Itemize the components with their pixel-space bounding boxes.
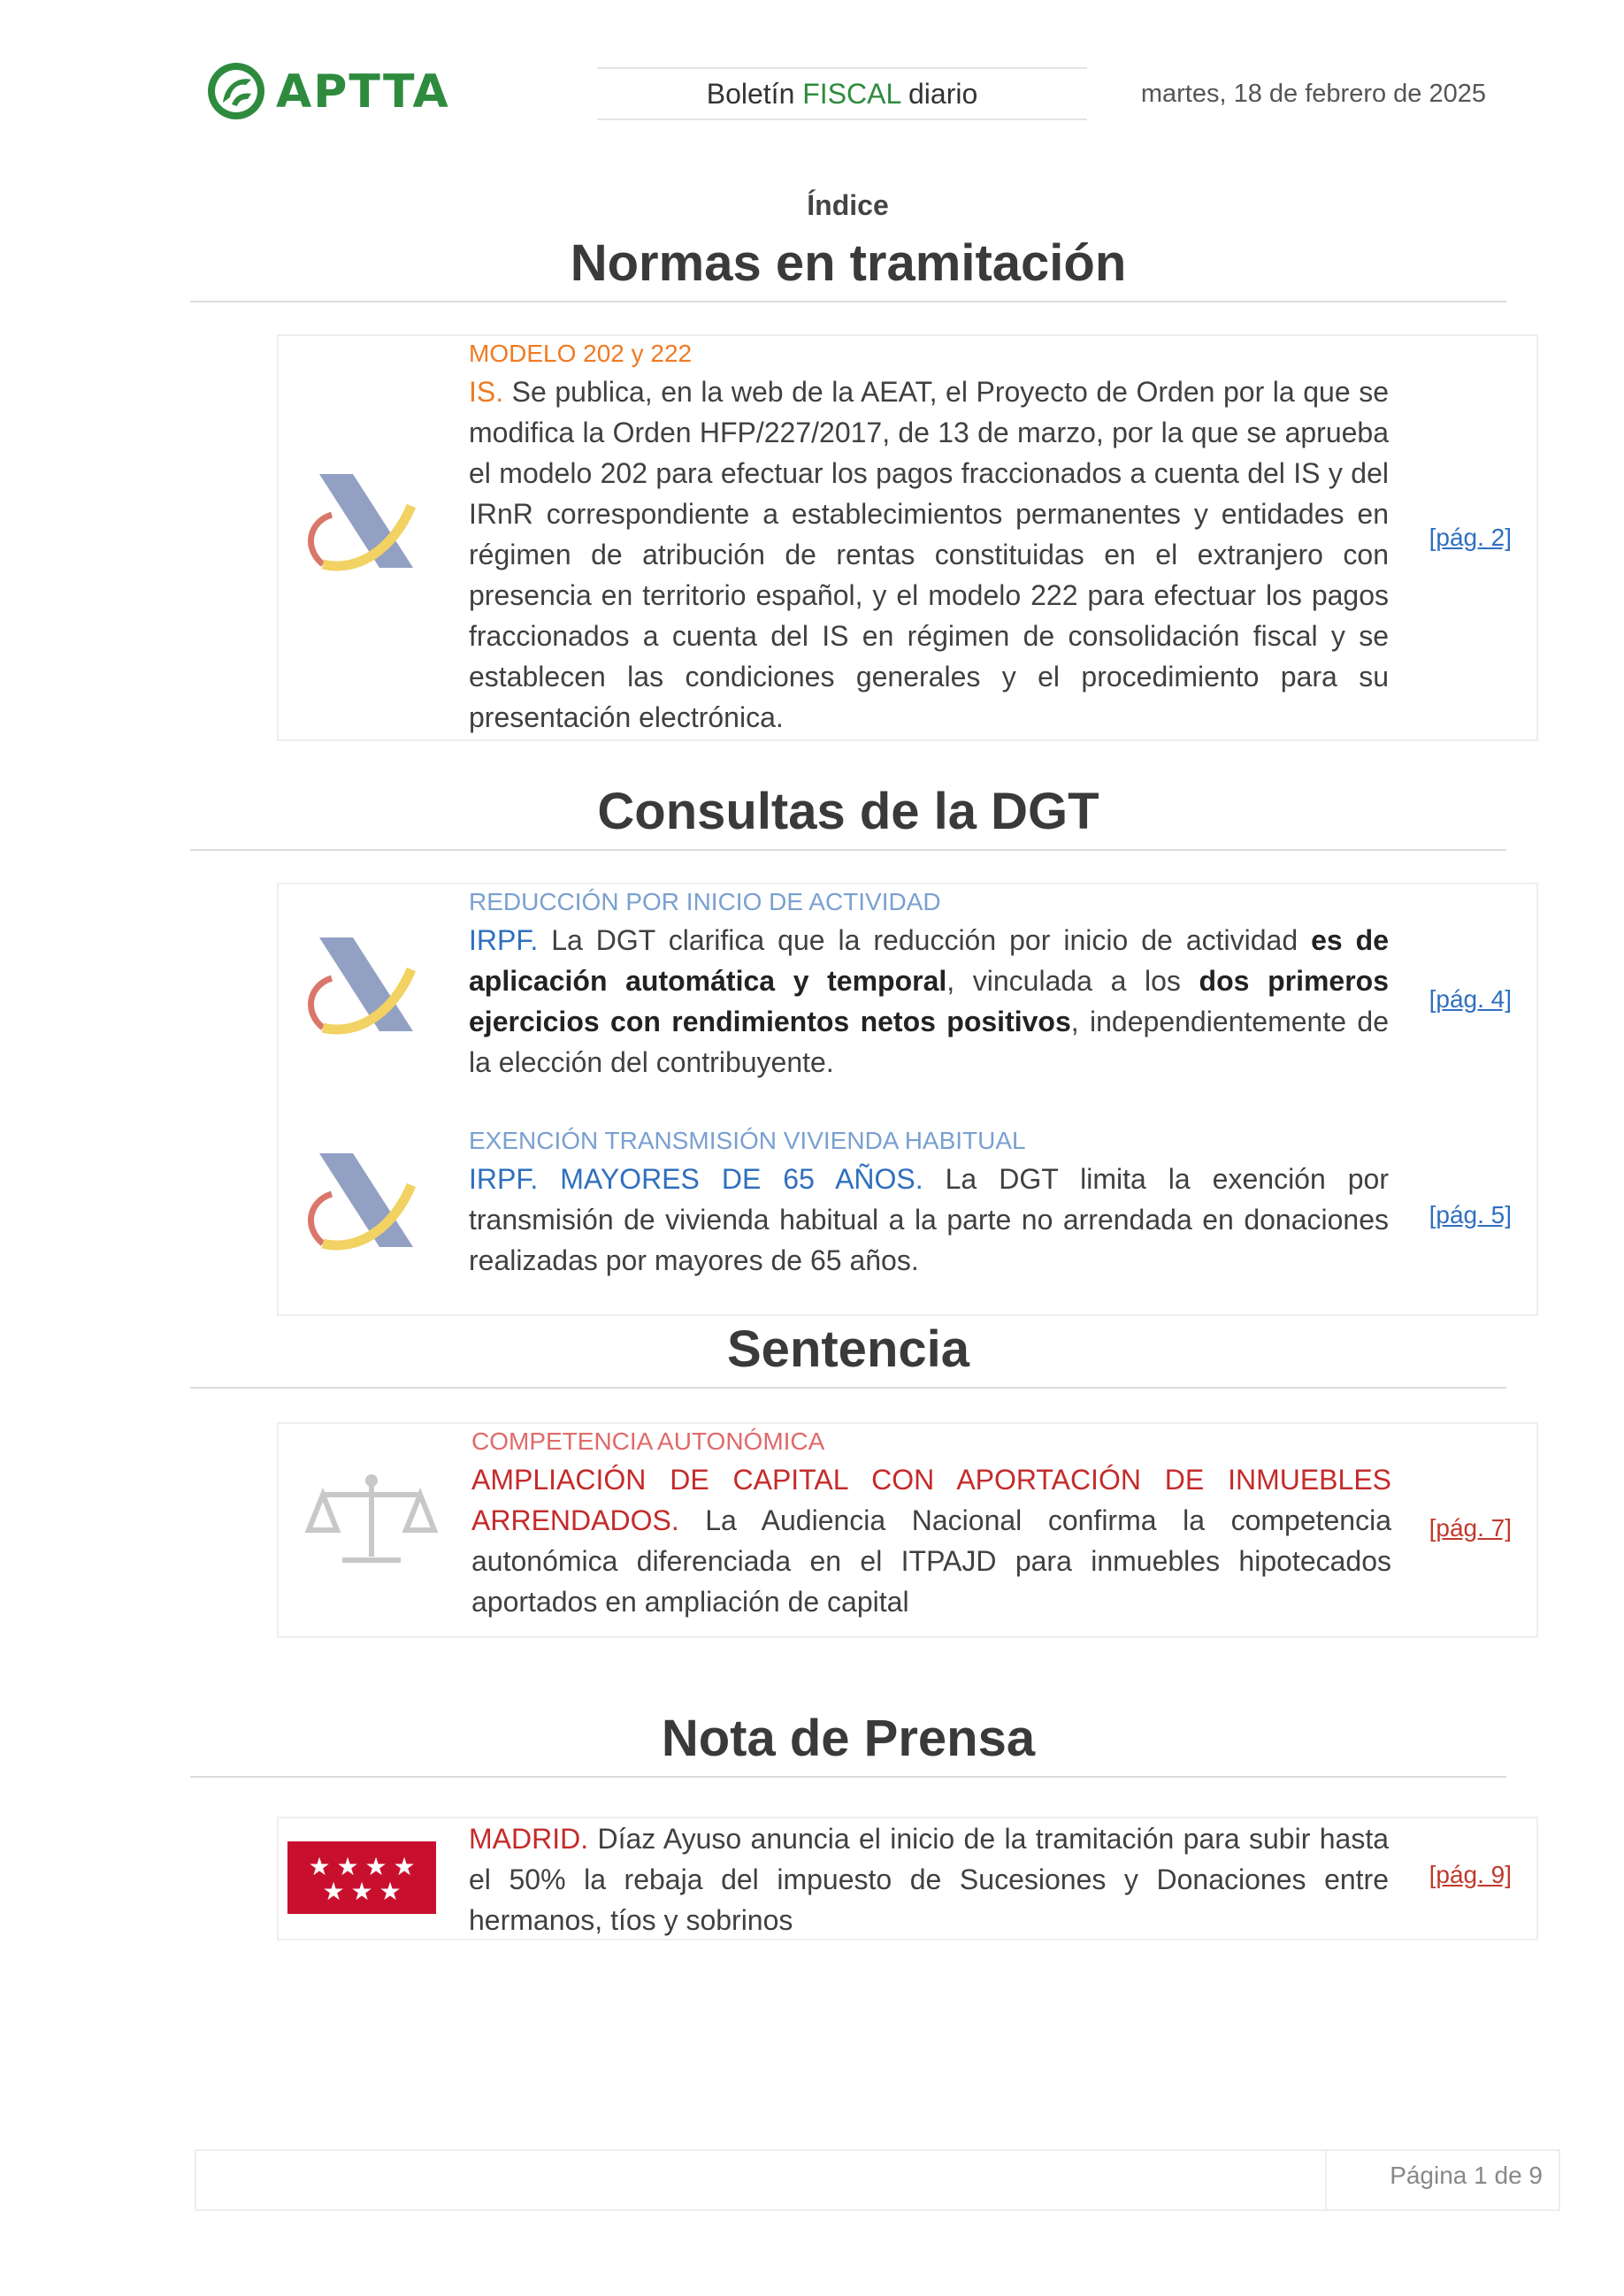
page-link-4[interactable]: [pág. 4] (1429, 985, 1512, 1013)
scales-of-justice-icon (287, 1468, 456, 1574)
aeat-logo-icon (287, 469, 456, 575)
page-link-2[interactable]: [pág. 2] (1429, 524, 1512, 551)
section-heading-consultas: Consultas de la DGT (190, 780, 1506, 851)
svg-text:★: ★ (308, 1852, 331, 1881)
svg-text:★: ★ (393, 1852, 416, 1881)
item-tag: AMPLIACIÓN DE CAPITAL CON APORTACIÓN DE INMUEBLES ARRENDADOS. (471, 1464, 1391, 1536)
aeat-logo-icon (287, 932, 456, 1038)
item-consulta-2-text (469, 1123, 1389, 1281)
bulletin-prefix: Boletín (706, 78, 795, 110)
card-consultas (277, 883, 1538, 1316)
footer (195, 2149, 1560, 2211)
page-link-9[interactable]: [pág. 9] (1429, 1861, 1512, 1888)
svg-text:★: ★ (364, 1852, 387, 1881)
aptta-logo (205, 58, 455, 126)
index-label: Índice (807, 189, 889, 221)
section-heading-prensa: Nota de Prensa (190, 1707, 1506, 1778)
card-normas (277, 334, 1538, 741)
page-link-5[interactable]: [pág. 5] (1429, 1201, 1512, 1228)
item-body: La Audiencia Nacional confirma la competencia autonómica diferenciada en el ITPAJD para inmuebles hipotecados aportados en ampliación de capital (471, 1504, 1391, 1618)
item-bold-a: es de aplicación automática y temporal (469, 924, 1390, 997)
card-sentencia (277, 1422, 1538, 1638)
item-body: La DGT limita la exención por transmisión de vivienda habitual a la parte no arrendada en donaciones realizadas por mayores de 65 años. (469, 1163, 1389, 1276)
card-prensa (277, 1817, 1538, 1940)
item-eyebrow: EXENCIÓN TRANSMISIÓN VIVIENDA HABITUAL (469, 1127, 1026, 1154)
item-body-a: La DGT clarifica que la reducción por inicio de actividad (538, 924, 1312, 956)
item-body-b: , vinculada a los (946, 965, 1199, 997)
section-heading-normas: Normas en tramitación (190, 232, 1506, 302)
section-heading-sentencia: Sentencia (190, 1318, 1506, 1389)
item-body-c: , independientemente de la elección del contribuyente. (469, 1006, 1390, 1078)
page-link-7[interactable]: [pág. 7] (1429, 1514, 1512, 1542)
item-normas-text (469, 336, 1389, 738)
item-eyebrow: REDUCCIÓN POR INICIO DE ACTIVIDAD (469, 888, 941, 915)
item-tag: IRPF. (469, 924, 539, 956)
item-consulta-1-text (469, 884, 1389, 1083)
aeat-logo-icon (287, 1148, 456, 1254)
header-date: martes, 18 de febrero de 2025 (1140, 80, 1486, 108)
item-sentencia-text (471, 1424, 1391, 1622)
madrid-flag-icon (287, 1841, 456, 1948)
footer-divider (1325, 2151, 1327, 2209)
item-body: Se publica, en la web de la AEAT, el Proyecto de Orden por la que se modifica la Orden HFP/227/2017, de 13 de marzo, por la que se aprueba el modelo 202 para efectuar los pagos fraccionados a cuenta del IS y del IRnR correspondiente a establecimientos permanentes y entidades en régimen de atribución de rentas constituidas en el extranjero con presencia en territorio español, y el modelo 222 para efectuar los pagos fraccionados a cuenta del IS en régimen de consolidación fiscal y se establecen las condiciones generales y el procedimiento para su presentación electrónica. (469, 376, 1389, 733)
logo-text: APTTA (276, 65, 450, 119)
svg-text:★: ★ (379, 1877, 402, 1906)
bulletin-title (597, 67, 1087, 120)
item-tag: MADRID. (469, 1823, 589, 1855)
page-number: Página 1 de 9 (1390, 2162, 1543, 2189)
item-body: Díaz Ayuso anuncia el inicio de la tramitación para subir hasta el 50% la rebaja del impuesto de Sucesiones y Donaciones entre hermanos, tíos y sobrinos (469, 1823, 1389, 1936)
svg-text:★: ★ (350, 1877, 373, 1906)
bulletin-suffix: diario (908, 78, 978, 110)
item-eyebrow: COMPETENCIA AUTONÓMICA (471, 1427, 825, 1455)
svg-text:★: ★ (336, 1852, 359, 1881)
bulletin-accent: FISCAL (802, 78, 901, 110)
aptta-logo-icon (205, 60, 267, 122)
item-eyebrow: MODELO 202 y 222 (469, 340, 693, 367)
item-bold-b: dos primeros ejercicios con rendimientos netos positivos (469, 965, 1389, 1037)
item-prensa-text (469, 1818, 1389, 1940)
item-tag: IS. (469, 376, 504, 408)
item-tag: IRPF. MAYORES DE 65 AÑOS. (469, 1163, 923, 1195)
svg-text:★: ★ (322, 1877, 345, 1906)
